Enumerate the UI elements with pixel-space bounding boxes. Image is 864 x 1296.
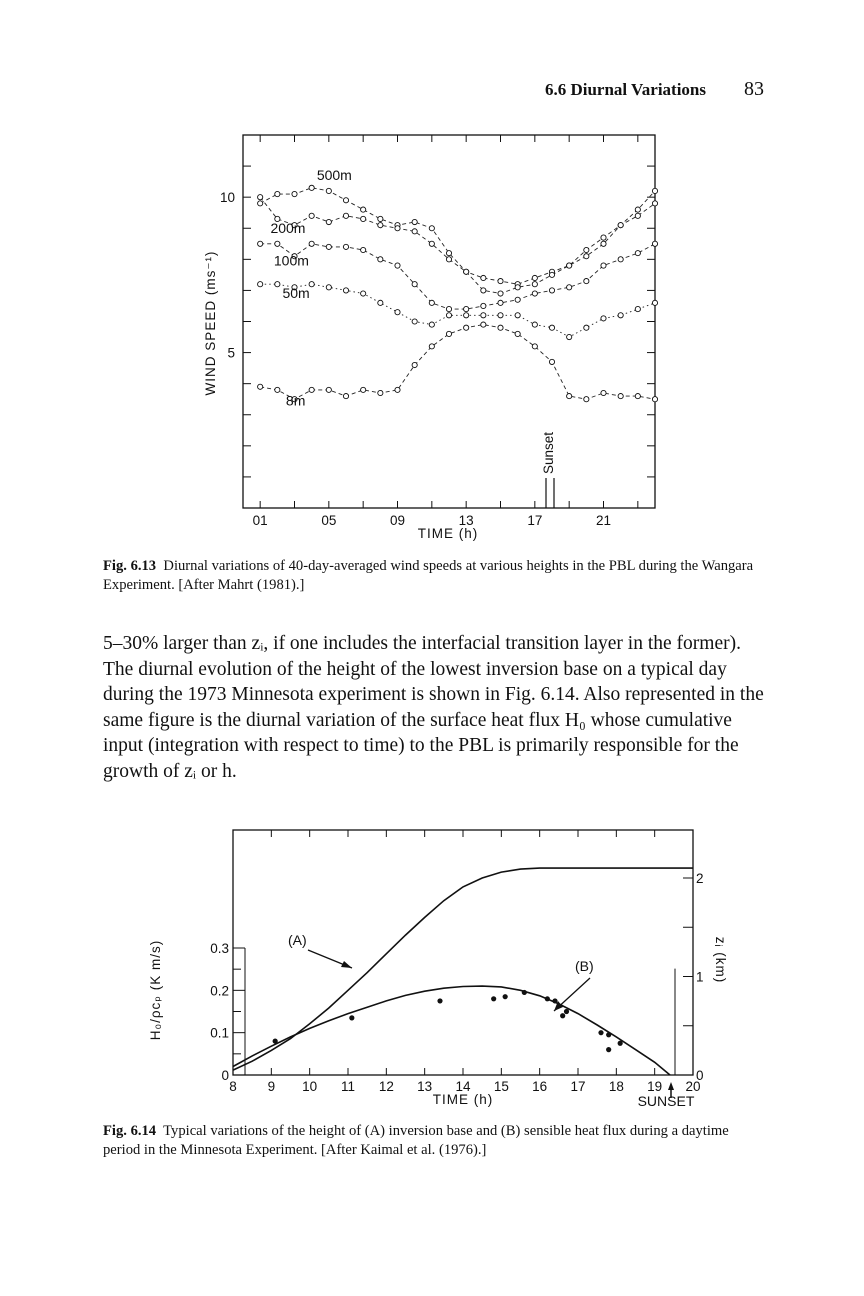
data-point-100m bbox=[275, 241, 280, 246]
observation-point bbox=[564, 1009, 569, 1014]
data-point-100m bbox=[326, 244, 331, 249]
figure-6-13-caption bbox=[103, 557, 765, 595]
data-point-100m bbox=[549, 288, 554, 293]
y-tick-label: 10 bbox=[219, 190, 235, 206]
x-tick-label: 11 bbox=[340, 1079, 356, 1094]
data-point-8m bbox=[635, 394, 640, 399]
data-point-50m bbox=[378, 300, 383, 305]
data-point-100m bbox=[464, 306, 469, 311]
y-axis-left-title: H₀/ρcₚ (K m/s) bbox=[148, 939, 163, 1041]
figure-6-14-caption bbox=[103, 1122, 765, 1160]
observation-point bbox=[560, 1013, 565, 1018]
x-tick-label: 15 bbox=[493, 1079, 509, 1094]
x-tick-label: 8 bbox=[229, 1079, 237, 1094]
data-point-50m bbox=[275, 282, 280, 287]
plot-frame bbox=[243, 135, 655, 508]
observation-point bbox=[606, 1032, 611, 1037]
series-label-50m: 50m bbox=[282, 285, 310, 302]
caption-text: Typical variations of the height of (A) inversion base and (B) sensible heat flux during a daytime period in the Minnesota Experiment. [After Kaimal et al. (1976).] bbox=[103, 1123, 729, 1158]
x-tick-label: 18 bbox=[608, 1079, 624, 1094]
data-point-50m bbox=[635, 306, 640, 311]
x-tick-label: 9 bbox=[267, 1079, 276, 1094]
data-point-8m bbox=[481, 322, 486, 327]
data-point-100m bbox=[429, 300, 434, 305]
observation-point bbox=[349, 1015, 354, 1020]
data-point-50m bbox=[309, 282, 314, 287]
y-right-tick-label: 2 bbox=[696, 871, 704, 886]
data-point-50m bbox=[343, 288, 348, 293]
data-point-50m bbox=[361, 291, 366, 296]
data-point-100m bbox=[361, 247, 366, 252]
data-point-500m bbox=[258, 201, 263, 206]
data-point-50m bbox=[532, 322, 537, 327]
data-point-200m bbox=[549, 272, 554, 277]
data-point-100m bbox=[378, 257, 383, 262]
data-point-50m bbox=[498, 313, 503, 318]
series-line-(B) bbox=[233, 986, 670, 1075]
data-point-50m bbox=[584, 325, 589, 330]
series-label-100m: 100m bbox=[273, 252, 309, 269]
data-point-100m bbox=[343, 244, 348, 249]
data-point-50m bbox=[652, 300, 657, 305]
x-tick-label: 14 bbox=[455, 1079, 471, 1094]
y-tick-label: 5 bbox=[227, 345, 235, 361]
data-point-200m bbox=[309, 213, 314, 218]
series-labels bbox=[270, 167, 351, 408]
data-point-200m bbox=[464, 269, 469, 274]
data-point-8m bbox=[412, 362, 417, 367]
series-line-8m bbox=[260, 325, 655, 400]
observation-point bbox=[437, 998, 442, 1003]
data-point-100m bbox=[446, 306, 451, 311]
data-point-100m bbox=[481, 303, 486, 308]
x-axis-title: TIME (h) bbox=[417, 526, 479, 541]
data-point-200m bbox=[532, 282, 537, 287]
figure-6-14 bbox=[130, 820, 750, 1120]
observation-point bbox=[503, 994, 508, 999]
figure-6-13 bbox=[190, 125, 670, 555]
data-point-200m bbox=[343, 213, 348, 218]
data-point-200m bbox=[429, 241, 434, 246]
data-point-50m bbox=[515, 313, 520, 318]
data-point-200m bbox=[567, 263, 572, 268]
series-line-(A) bbox=[233, 868, 693, 1070]
y-axis-title: WIND SPEED (ms⁻¹) bbox=[203, 250, 218, 396]
data-point-200m bbox=[652, 201, 657, 206]
series-label-8m: 8m bbox=[285, 392, 306, 409]
series-line-100m bbox=[260, 244, 655, 309]
data-point-500m bbox=[361, 207, 366, 212]
data-point-500m bbox=[343, 198, 348, 203]
data-point-500m bbox=[412, 219, 417, 224]
series-line-500m bbox=[260, 188, 655, 284]
data-point-100m bbox=[652, 241, 657, 246]
data-point-8m bbox=[601, 390, 606, 395]
x-tick-label: 05 bbox=[321, 513, 337, 528]
data-point-500m bbox=[326, 188, 331, 193]
x-tick-label: 01 bbox=[252, 513, 268, 528]
observation-point bbox=[606, 1047, 611, 1052]
y-left-tick-label: 0.2 bbox=[210, 983, 229, 999]
y-right-tick-label: 1 bbox=[696, 969, 704, 985]
arrow-a-head bbox=[341, 961, 352, 968]
data-point-100m bbox=[567, 285, 572, 290]
data-point-500m bbox=[498, 278, 503, 283]
data-point-100m bbox=[412, 282, 417, 287]
section-title: 6.6 Diurnal Variations bbox=[544, 80, 706, 99]
x-tick-label: 19 bbox=[647, 1079, 663, 1094]
data-point-8m bbox=[309, 387, 314, 392]
x-tick-label: 13 bbox=[417, 1079, 433, 1094]
data-point-100m bbox=[532, 291, 537, 296]
observation-point bbox=[522, 990, 527, 995]
axes bbox=[220, 135, 655, 528]
data-point-8m bbox=[429, 344, 434, 349]
data-point-8m bbox=[258, 384, 263, 389]
data-point-8m bbox=[618, 394, 623, 399]
observation-point bbox=[491, 996, 496, 1001]
y-left-tick-label: 0.1 bbox=[210, 1025, 229, 1041]
data-point-50m bbox=[446, 313, 451, 318]
caption-text: Diurnal variations of 40-day-averaged wind speeds at various heights in the PBL during the Wangara Experiment. [After Mahrt (1981).] bbox=[103, 558, 754, 593]
body-paragraph: 5–30% larger than zᵢ, if one includes the interfacial transition layer in the former). The diurnal evolution of the height of the lowest inversion base on a typical day during the 1973 Minnesota experiment is shown in Fig. 6.14. Also represented in the same figure is the diurnal variation of the surface heat flux H₀ whose cumulative input (integration with respect to time) to the PBL is primarily responsible for the growth of zᵢ or h. bbox=[103, 633, 764, 782]
caption-label: Fig. 6.14 bbox=[103, 1123, 157, 1139]
data-point-100m bbox=[584, 278, 589, 283]
series-line-200m bbox=[260, 197, 655, 293]
data-point-50m bbox=[618, 313, 623, 318]
series-label-b: (B) bbox=[575, 958, 594, 974]
plot-frame bbox=[233, 830, 693, 1075]
data-point-200m bbox=[446, 257, 451, 262]
sunset-marker bbox=[541, 432, 556, 508]
data-point-500m bbox=[292, 191, 297, 196]
data-point-8m bbox=[395, 387, 400, 392]
observation-point bbox=[618, 1041, 623, 1046]
data-point-500m bbox=[652, 188, 657, 193]
observation-point bbox=[598, 1030, 603, 1035]
data-point-500m bbox=[481, 275, 486, 280]
observation-point bbox=[552, 998, 557, 1003]
y-left-tick-label: 0.3 bbox=[210, 941, 229, 956]
series-group bbox=[258, 185, 658, 402]
data-point-50m bbox=[258, 282, 263, 287]
data-point-100m bbox=[309, 241, 314, 246]
data-point-8m bbox=[567, 394, 572, 399]
x-tick-label: 12 bbox=[378, 1079, 394, 1094]
x-tick-label: 16 bbox=[532, 1079, 548, 1094]
data-point-8m bbox=[326, 387, 331, 392]
data-point-200m bbox=[481, 288, 486, 293]
data-point-100m bbox=[395, 263, 400, 268]
data-point-500m bbox=[584, 254, 589, 259]
x-tick-label: 20 bbox=[685, 1079, 701, 1094]
data-point-100m bbox=[515, 297, 520, 302]
axes bbox=[210, 830, 703, 1094]
data-point-500m bbox=[532, 275, 537, 280]
data-point-8m bbox=[532, 344, 537, 349]
data-point-200m bbox=[601, 235, 606, 240]
data-point-8m bbox=[498, 325, 503, 330]
data-point-50m bbox=[567, 334, 572, 339]
data-point-500m bbox=[635, 207, 640, 212]
data-point-50m bbox=[601, 316, 606, 321]
data-point-50m bbox=[429, 322, 434, 327]
series-group bbox=[233, 868, 693, 1075]
series-label-a: (A) bbox=[288, 932, 307, 948]
data-point-200m bbox=[361, 216, 366, 221]
data-point-8m bbox=[343, 394, 348, 399]
observation-point bbox=[545, 996, 550, 1001]
data-point-200m bbox=[635, 213, 640, 218]
data-point-100m bbox=[618, 257, 623, 262]
sunset-arrow-head bbox=[668, 1082, 674, 1090]
series-label-500m: 500m bbox=[316, 167, 352, 184]
page-number: 83 bbox=[744, 78, 764, 100]
data-point-8m bbox=[515, 331, 520, 336]
x-tick-label: 09 bbox=[389, 513, 406, 528]
data-point-100m bbox=[601, 263, 606, 268]
data-point-50m bbox=[412, 319, 417, 324]
caption-label: Fig. 6.13 bbox=[103, 558, 157, 574]
data-point-200m bbox=[326, 219, 331, 224]
x-tick-label: 17 bbox=[527, 513, 543, 528]
data-point-500m bbox=[378, 216, 383, 221]
data-point-200m bbox=[515, 285, 520, 290]
x-tick-label: 21 bbox=[595, 513, 612, 528]
series-line-50m bbox=[260, 284, 655, 337]
data-point-50m bbox=[464, 313, 469, 318]
observation-points bbox=[273, 990, 623, 1052]
data-point-200m bbox=[258, 195, 263, 200]
y-axis-right-title: zᵢ (km) bbox=[713, 936, 728, 984]
x-tick-label: 10 bbox=[302, 1079, 318, 1094]
data-point-200m bbox=[498, 291, 503, 296]
data-point-50m bbox=[549, 325, 554, 330]
y-left-tick-label: 0 bbox=[221, 1068, 229, 1083]
running-header bbox=[0, 80, 864, 104]
data-point-8m bbox=[378, 390, 383, 395]
y-right-tick-label: 0 bbox=[696, 1068, 704, 1083]
x-tick-label: 13 bbox=[458, 513, 474, 528]
data-point-200m bbox=[395, 226, 400, 231]
sunset-label: Sunset bbox=[541, 431, 556, 474]
data-point-8m bbox=[652, 397, 657, 402]
data-point-50m bbox=[395, 310, 400, 315]
observation-point bbox=[273, 1039, 278, 1044]
data-point-8m bbox=[549, 359, 554, 364]
x-axis-title: TIME (h) bbox=[432, 1092, 494, 1107]
data-point-200m bbox=[584, 247, 589, 252]
data-point-8m bbox=[275, 387, 280, 392]
data-point-200m bbox=[412, 229, 417, 234]
x-tick-label: 17 bbox=[570, 1079, 586, 1094]
data-point-100m bbox=[258, 241, 263, 246]
data-point-100m bbox=[635, 251, 640, 256]
data-point-200m bbox=[618, 223, 623, 228]
data-point-50m bbox=[326, 285, 331, 290]
data-point-500m bbox=[446, 251, 451, 256]
data-point-500m bbox=[601, 241, 606, 246]
series-label-200m: 200m bbox=[270, 219, 306, 236]
data-point-200m bbox=[378, 223, 383, 228]
data-point-8m bbox=[361, 387, 366, 392]
data-point-500m bbox=[429, 226, 434, 231]
data-point-500m bbox=[309, 185, 314, 190]
data-point-8m bbox=[584, 397, 589, 402]
data-point-8m bbox=[464, 325, 469, 330]
data-point-50m bbox=[481, 313, 486, 318]
sunset-label: SUNSET bbox=[637, 1093, 695, 1109]
data-point-500m bbox=[275, 191, 280, 196]
data-point-8m bbox=[446, 331, 451, 336]
data-point-100m bbox=[498, 300, 503, 305]
